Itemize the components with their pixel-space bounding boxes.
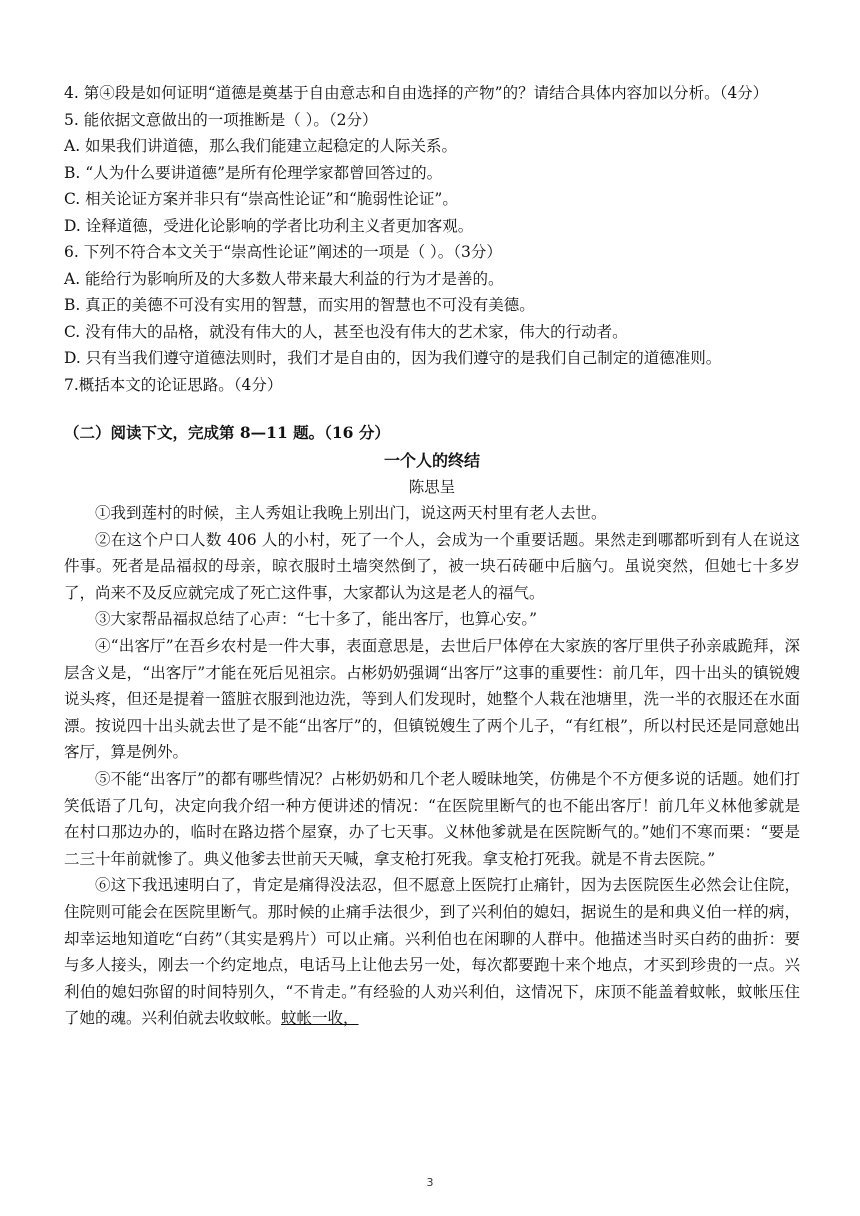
question-6-option-a: A. 能给行为影响所及的大多数人带来最大利益的行为才是善的。 xyxy=(64,269,504,288)
paragraph-4: ④“出客厅”在吾乡农村是一件大事，表面意思是，去世后尸体停在大家族的客厅里供子孙亲戚跪拜，深层含义是，“出客厅”才能在死后见祖宗。占彬奶奶强调“出客厅”这事的重要性：前几年，四十出头的镇锐嫂说头疼，但还是提着一篮脏衣服到池边洗，等到人们发现时，她整个人栽在池塘里，洗一半的衣服还在水面漂。按说四十出头就去世了是不能“出客厅”的，但镇锐嫂生了两个儿子，“有红根”，所以村民还是同意她出客厅，算是例外。 xyxy=(64,636,800,762)
underlined-text: 蚊帐一收， xyxy=(281,1009,359,1028)
question-5-option-b: B. “人为什么要讲道德”是所有伦理学家都曾回答过的。 xyxy=(64,163,443,182)
paragraph-1: ①我到莲村的时候，主人秀姐让我晚上别出门，说这两天村里有老人去世。 xyxy=(95,504,607,522)
section-heading: （二）阅读下文，完成第 8—11 题。（16 分） xyxy=(64,423,390,442)
page-number: 3 xyxy=(426,1176,434,1189)
question-5-option-d: D. 诠释道德，受进化论影响的学者比功利主义者更加客观。 xyxy=(64,216,474,235)
paragraph-5: ⑤不能“出客厅”的都有哪些情况？占彬奶奶和几个老人暧昧地笑，仿佛是个不方便多说的话题。她们打笑低语了几句，决定向我介绍一种方便讲述的情况：“在医院里断气的也不能出客厅！前几年义林他爹就是在村口那边办的，临时在路边搭个屋寮，办了七天事。义林他爹就是在医院断气的。”她们不寒而栗：“要是二三十年前就惨了。典义他爹去世前天天喊，拿支枪打死我。拿支枪打死我。就是不肯去医院。” xyxy=(64,769,800,868)
question-6-option-d: D. 只有当我们遵守道德法则时，我们才是自由的，因为我们遵守的是我们自己制定的道德准则。 xyxy=(64,349,722,367)
question-6: 6. 下列不符合本文关于“崇高性论证”阐述的一项是（ ）。（3分） xyxy=(64,243,502,261)
paragraph-3: ③大家帮品福叔总结了心声：“七十多了，能出客厅，也算心安。” xyxy=(95,610,538,629)
paragraph-6 xyxy=(64,872,800,1032)
question-5-option-a: A. 如果我们讲道德，那么我们能建立起稳定的人际关系。 xyxy=(64,137,458,155)
question-6-option-b: B. 真正的美德不可没有实用的智慧，而实用的智慧也不可没有美德。 xyxy=(64,296,535,314)
question-7: 7.概括本文的论证思路。（4分） xyxy=(64,375,283,394)
article-title: 一个人的终结 xyxy=(383,451,480,470)
question-5: 5. 能依据文意做出的一项推断是（ ）。（2分） xyxy=(64,110,378,129)
paragraph-6-text: ⑥这下我迅速明白了，肯定是痛得没法忍，但不愿意上医院打止痛针，因为去医院医生必然会让住院，住院则可能会在医院里断气。那时候的止痛手法很少，到了兴利伯的媳妇，据说生的是和典义伯一样的病，却幸运地知道吃“白药”（其实是鸦片）可以止痛。兴利伯也在闲聊的人群中。他描述当时买白药的曲折：要与多人接头，刚去一个约定地点，电话马上让他去另一处，每次都要跑十来个地点，才买到珍贵的一点。兴利伯的媳妇弥留的时间特别久，“不肯走。”有经验的人劝兴利伯，这情况下，床顶不能盖着蚊帐，蚊帐压住了她的魂。兴利伯就去收蚊帐。 xyxy=(64,876,800,1028)
document-page xyxy=(64,80,800,1032)
paragraph-2: ②在这个户口人数 406 人的小村，死了一个人，会成为一个重要话题。果然走到哪都听到有人在说这件事。死者是品福叔的母亲，晾衣服时土墙突然倒了，被一块石砖砸中后脑勺。虽说突然，但她七十多岁了，尚来不及反应就完成了死亡这件事，大家都认为这是老人的福气。 xyxy=(64,530,800,602)
question-4: 4. 第④段是如何证明“道德是奠基于自由意志和自由选择的产物”的？请结合具体内容加以分析。（4分） xyxy=(64,84,769,102)
question-5-option-c: C. 相关论证方案并非只有“崇高性论证”和“脆弱性论证”。 xyxy=(64,190,458,208)
article-author: 陈思呈 xyxy=(408,478,456,496)
question-6-option-c: C. 没有伟大的品格，就没有伟大的人，甚至也没有伟大的艺术家，伟大的行动者。 xyxy=(64,322,628,341)
